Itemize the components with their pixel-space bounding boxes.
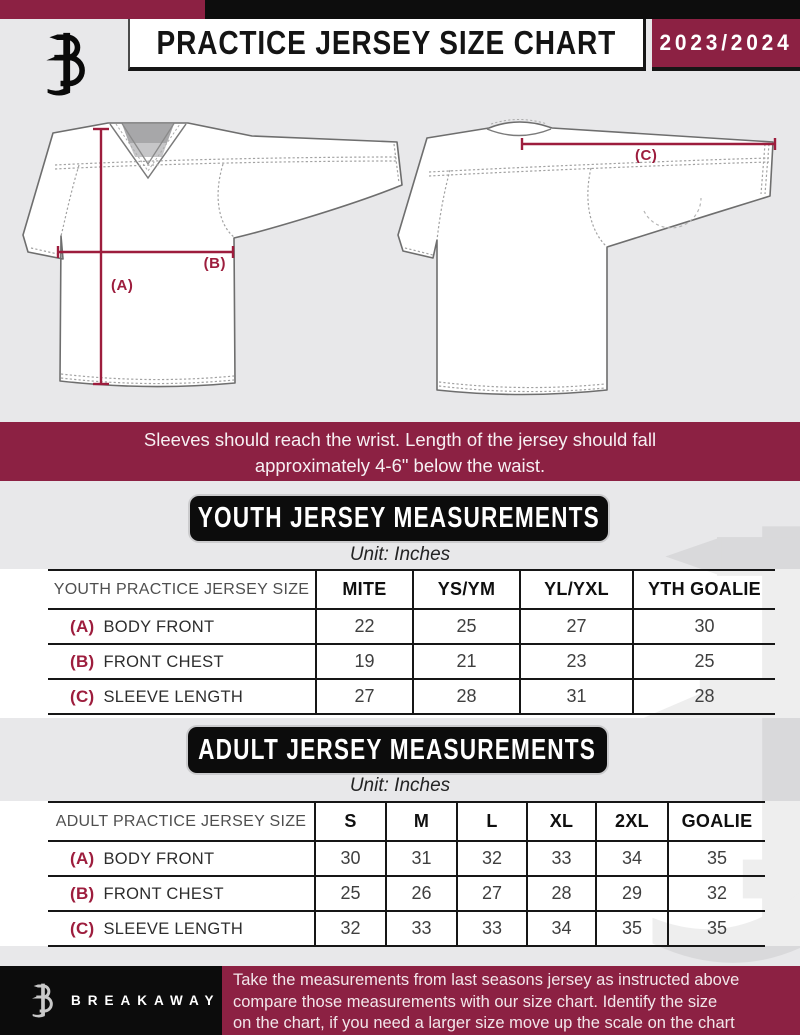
breakaway-footer-logo-icon [24, 981, 58, 1021]
youth-banner-title: YOUTH JERSEY MEASUREMENTS [197, 502, 601, 534]
footer-line-3: on the chart, if you need a larger size move up the scale on the chart [233, 1014, 735, 1032]
label-c: (C) [635, 147, 658, 164]
measurement-value: 34 [527, 911, 596, 946]
label-b: (B) [203, 255, 226, 272]
column-header: S [315, 802, 386, 841]
measurement-value: 32 [315, 911, 386, 946]
column-header: MITE [316, 570, 413, 609]
column-header: M [386, 802, 457, 841]
brand-name: BREAKAWAY [71, 993, 221, 1008]
notice-line-1: Sleeves should reach the wrist. Length of the jersey should fall [143, 429, 657, 450]
season-box [652, 19, 800, 71]
column-header: GOALIE [668, 802, 765, 841]
measurement-value: 25 [413, 609, 520, 644]
column-header: YL/YXL [520, 570, 633, 609]
measurement-value: 30 [315, 841, 386, 876]
row-label: (B) FRONT CHEST [48, 876, 315, 911]
notice-line-2: approximately 4-6" below the waist. [254, 455, 546, 476]
measurement-value: 32 [457, 841, 527, 876]
title-box [128, 19, 646, 71]
adult-size-table [48, 801, 765, 947]
measurement-value: 35 [668, 841, 765, 876]
adult-unit-label: Unit: Inches [349, 775, 451, 796]
size-column-header: YOUTH PRACTICE JERSEY SIZE [48, 570, 316, 609]
youth-section-banner [190, 496, 608, 541]
breakaway-logo-icon [32, 28, 94, 102]
measurement-value: 29 [596, 876, 668, 911]
column-header: YS/YM [413, 570, 520, 609]
table-row [48, 876, 765, 911]
measurement-value: 33 [527, 841, 596, 876]
footer-instructions [222, 966, 800, 1035]
footer-brand-block [0, 966, 222, 1035]
measurement-value: 30 [633, 609, 775, 644]
table-row [48, 911, 765, 946]
measurement-value: 23 [520, 644, 633, 679]
row-label: (C) SLEEVE LENGTH [48, 679, 316, 714]
row-label: (B) FRONT CHEST [48, 644, 316, 679]
measurement-value: 31 [386, 841, 457, 876]
row-label: (A) BODY FRONT [48, 841, 315, 876]
measurement-value: 28 [413, 679, 520, 714]
measurement-value: 21 [413, 644, 520, 679]
measurement-value: 26 [386, 876, 457, 911]
table-header-row [48, 570, 775, 609]
top-maroon-strip [0, 0, 205, 19]
measurement-value: 22 [316, 609, 413, 644]
measurement-value: 31 [520, 679, 633, 714]
size-column-header: ADULT PRACTICE JERSEY SIZE [48, 802, 315, 841]
column-header: XL [527, 802, 596, 841]
measurement-value: 33 [386, 911, 457, 946]
table-row [48, 679, 775, 714]
measurement-value: 28 [633, 679, 775, 714]
youth-size-table [48, 569, 775, 715]
measurement-value: 25 [315, 876, 386, 911]
row-label: (C) SLEEVE LENGTH [48, 911, 315, 946]
measurement-value: 35 [668, 911, 765, 946]
adult-banner-title: ADULT JERSEY MEASUREMENTS [198, 733, 597, 766]
measurement-value: 33 [457, 911, 527, 946]
column-header: L [457, 802, 527, 841]
measurement-lines [0, 80, 800, 410]
adult-section-banner [188, 727, 607, 773]
column-header: YTH GOALIE [633, 570, 775, 609]
table-row [48, 609, 775, 644]
youth-unit-label: Unit: Inches [349, 544, 451, 565]
fit-notice-banner [0, 422, 800, 481]
measurement-value: 25 [633, 644, 775, 679]
footer-line-2: compare those measurements with our size chart. Identify the size [233, 992, 718, 1011]
table-row [48, 841, 765, 876]
measurement-value: 27 [520, 609, 633, 644]
measurement-value: 34 [596, 841, 668, 876]
measurement-value: 32 [668, 876, 765, 911]
page-title: PRACTICE JERSEY SIZE CHART [156, 24, 617, 61]
season-label: 2023/2024 [659, 30, 793, 55]
measurement-value: 27 [457, 876, 527, 911]
table-header-row [48, 802, 765, 841]
measurement-value: 19 [316, 644, 413, 679]
footer-line-1: Take the measurements from last seasons jersey as instructed above [233, 971, 740, 989]
table-row [48, 644, 775, 679]
measurement-value: 27 [316, 679, 413, 714]
row-label: (A) BODY FRONT [48, 609, 316, 644]
label-a: (A) [111, 277, 134, 294]
top-black-strip [205, 0, 800, 19]
measurement-value: 28 [527, 876, 596, 911]
column-header: 2XL [596, 802, 668, 841]
measurement-value: 35 [596, 911, 668, 946]
